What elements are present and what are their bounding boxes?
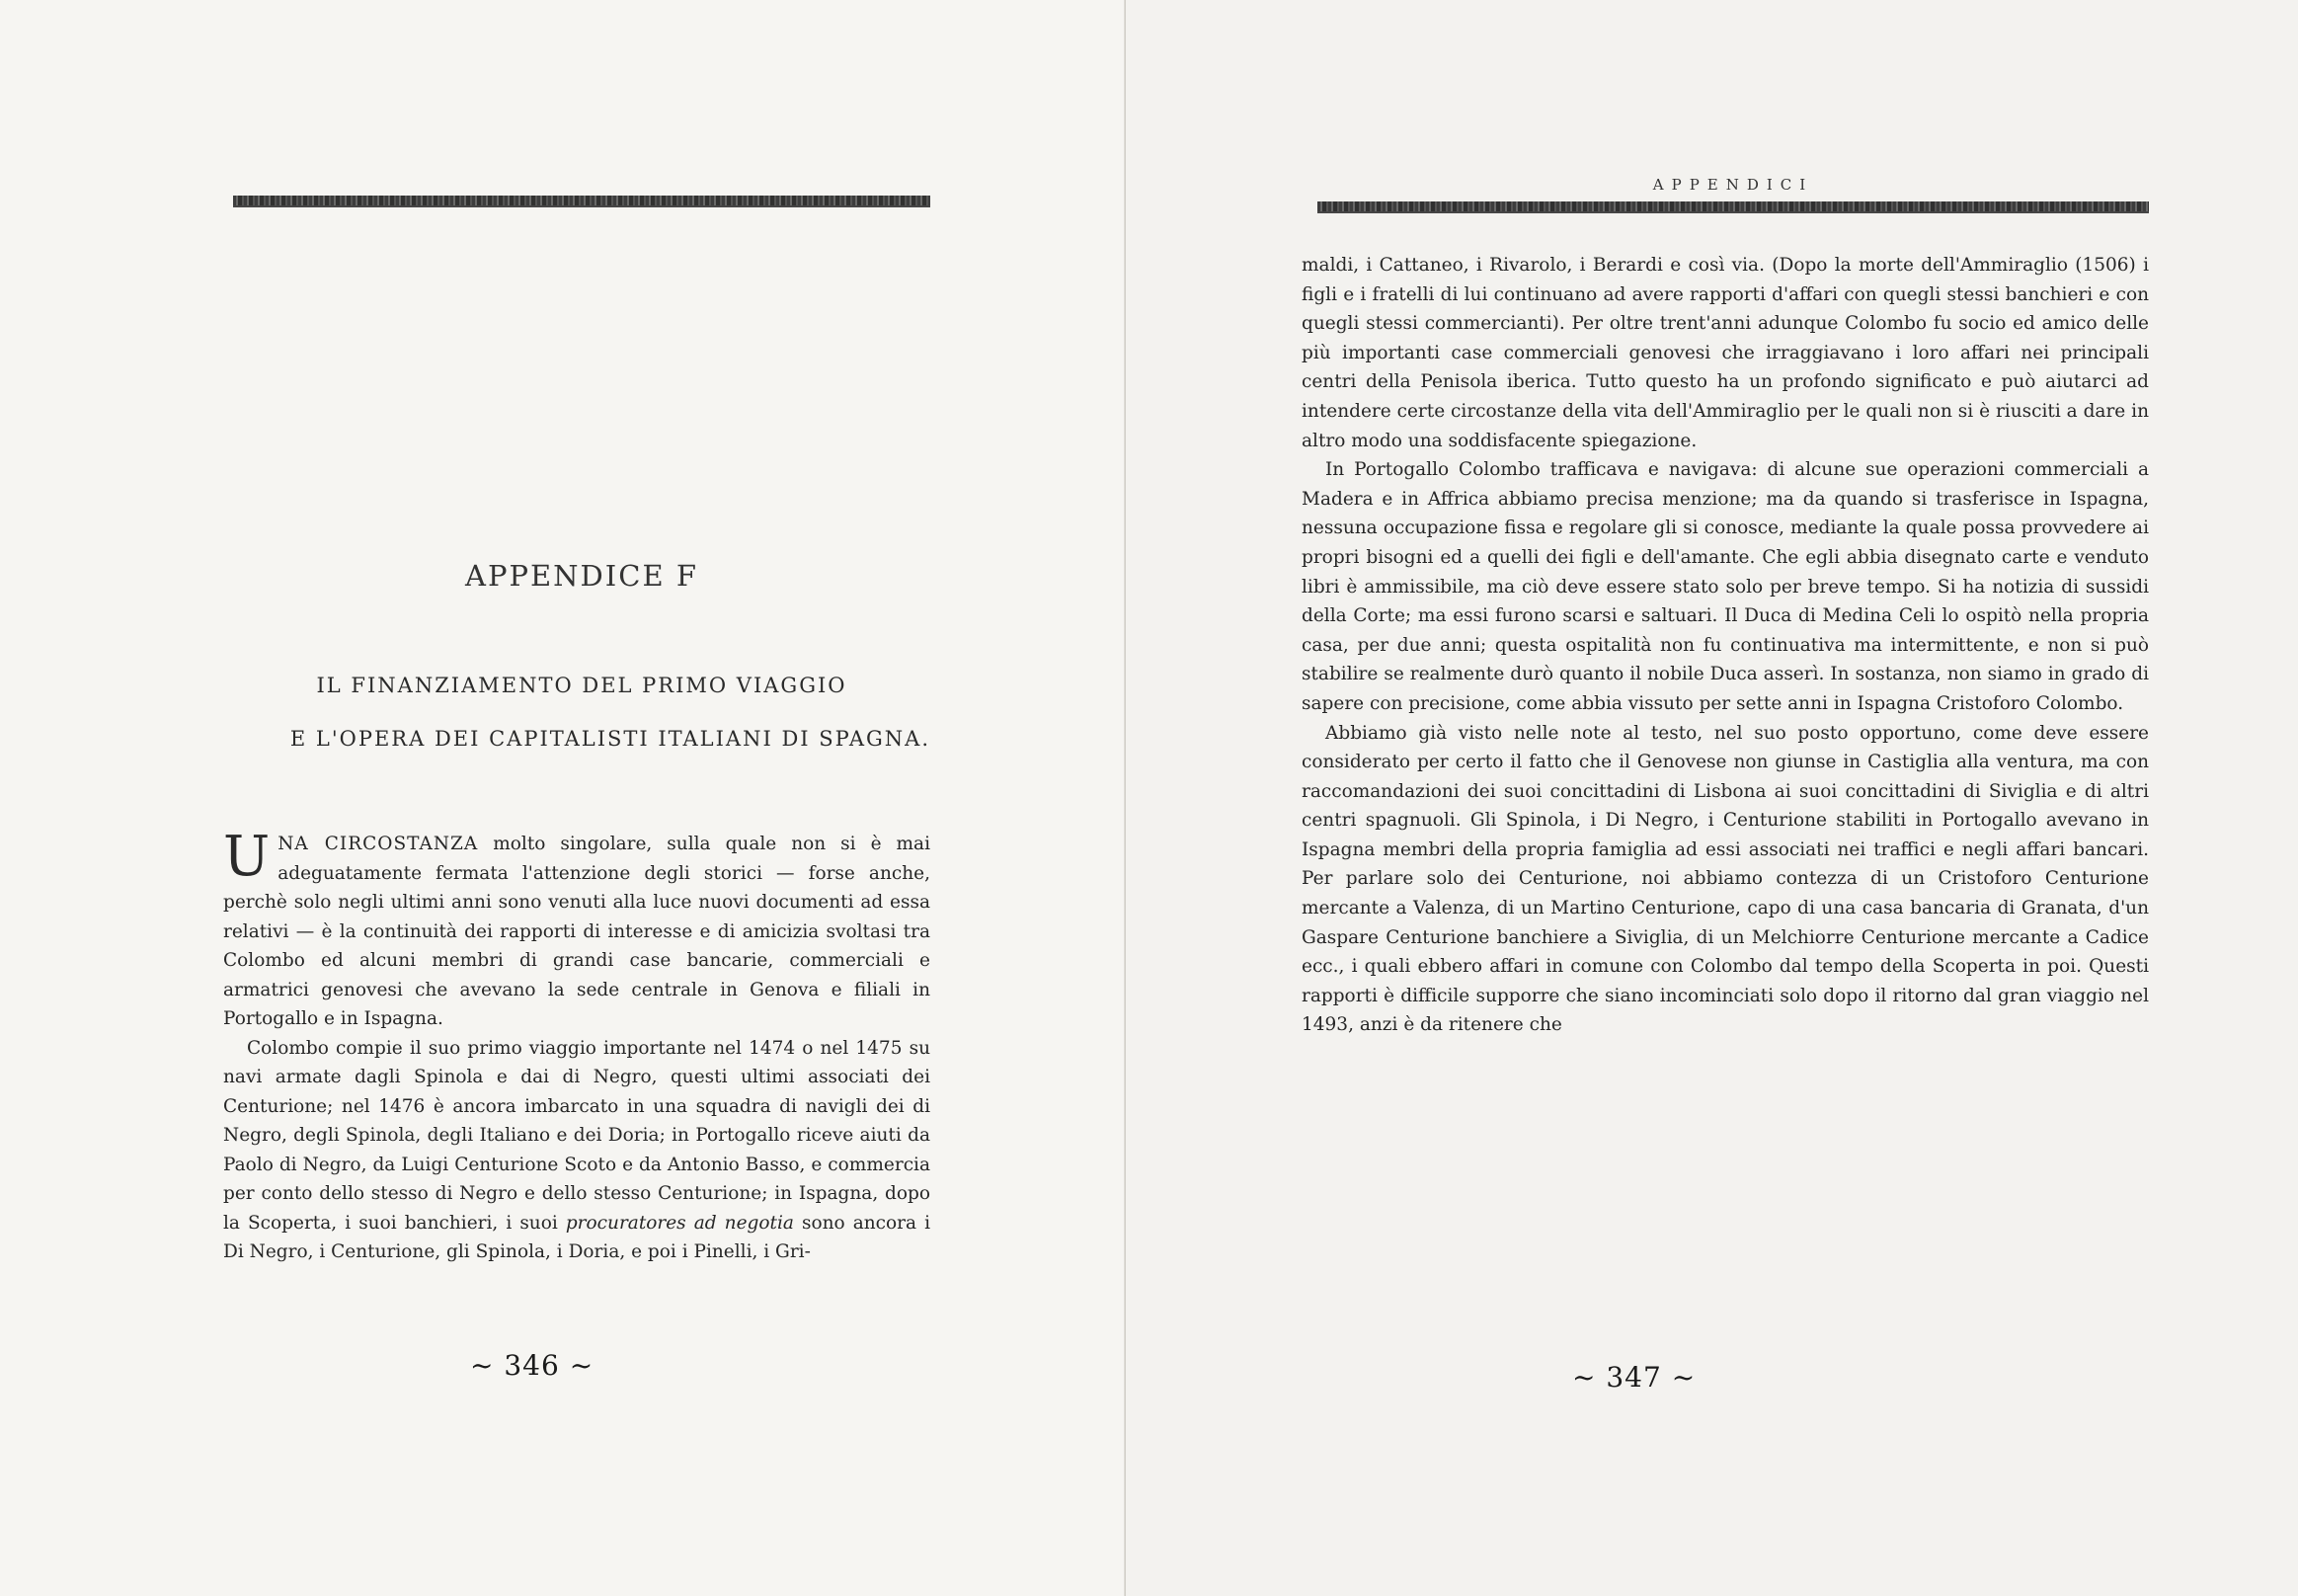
latin-phrase: procuratores ad negotia xyxy=(565,1212,794,1234)
subtitle-line-1: IL FINANZIAMENTO DEL PRIMO VIAGGIO xyxy=(316,674,847,697)
header-rule xyxy=(1317,201,2149,213)
paragraph-text: sono ancora i Di Negro, i Centurione, gli Spinola, i Doria, e poi i Pinelli, i Gri- xyxy=(223,1212,930,1262)
left-page xyxy=(0,0,1126,1596)
paragraph: maldi, i Cattaneo, i Rivarolo, i Berardi e così via. (Dopo la morte dell'Ammiraglio (1506) i figli e i fratelli di lui continuano ad avere rapporti d'affari con quegli stessi banchieri e con quegli stessi commercianti). Per oltre trent'anni adunque Colombo fu socio ed amico delle più importanti case commerciali genovesi che irraggiavano i loro affari nei principali centri della Penisola iberica. Tutto questo ha un profondo significato e può aiutarci ad intendere certe circostanze della vita dell'Ammiraglio per le quali non si è riusciti a dare in altro modo una soddisfacente spiegazione. xyxy=(1302,255,2149,451)
paragraph: In Portogallo Colombo trafficava e navigava: di alcune sue operazioni commerciali a Madera e in Affrica abbiamo precisa menzione; ma da quando si trasferisce in Ispagna, nessuna occupazione fissa e regolare gli si conosce, mediante la quale possa provvedere ai propri bisogni ed a quelli dei figli e dell'amante. Che egli abbia disegnato carte e venduto libri è ammissibile, ma ciò deve essere stato solo per breve tempo. Si ha notizia di sussidi della Corte; ma essi furono scarsi e saltuari. Il Duca di Medina Celi lo ospitò nella propria casa, per due anni; questa ospitalità non fu continuativa ma intermittente, e non si può stabilire se realmente durò quanto il nobile Duca asserì. In sostanza, non siamo in grado di sapere con precisione, come abbia vissuto per sette anni in Ispagna Cristoforo Colombo. xyxy=(1302,459,2149,714)
opening-words: NA CIRCOSTANZA xyxy=(277,834,479,854)
drop-cap: U xyxy=(223,825,271,889)
header-rule xyxy=(233,196,930,207)
paragraph: Abbiamo già visto nelle note al testo, nel suo posto opportuno, come deve essere considerato per certo il fatto che il Genovese non giunse in Castiglia alla ventura, ma con raccomandazioni dei suoi concittadini di Lisbona ai suoi concittadini di Siviglia e di altri centri spagnuoli. Gli Spinola, i Di Negro, i Centurione stabiliti in Portogallo avevano in Ispagna membri della propria famiglia ad essi associati nei traffici e negli affari bancari. Per parlare solo dei Centurione, noi abbiamo contezza di un Cristoforo Centurione mercante a Valenza, di un Martino Centurione, capo di una casa bancaria di Granata, d'un Gaspare Centurione banchiere a Siviglia, di un Melchiorre Centurione mercante a Cadice ecc., i quali ebbero affari in comune con Colombo dal tempo della Scoperta in poi. Questi rapporti è difficile supporre che siano incominciati solo dopo il ritorno dal gran viaggio nel 1493, anzi è da ritenere che xyxy=(1302,722,2149,1036)
right-body-text xyxy=(1302,251,2149,1040)
right-page xyxy=(1126,0,2298,1596)
left-body-text xyxy=(223,825,931,1267)
page-number: ~ 346 ~ xyxy=(470,1349,594,1382)
paragraph xyxy=(223,1034,930,1267)
page-number: ~ 347 ~ xyxy=(1572,1361,1697,1394)
running-head: APPENDICI xyxy=(1652,176,1814,194)
subtitle-line-2: E L'OPERA DEI CAPITALISTI ITALIANI DI SPAGNA. xyxy=(289,727,930,751)
paragraph xyxy=(223,825,931,1034)
paragraph-text: molto singolare, sulla quale non si è mai adeguatamente fermata l'attenzione degli storici — forse anche, perchè solo negli ultimi anni sono venuti alla luce nuovi documenti ad essa relativi — è la continuità dei rapporti di interesse e di amicizia svoltasi tra Colombo ed alcuni membri di grandi case bancarie, commerciali e armatrici genovesi che avevano la sede centrale in Genova e filiali in Portogallo e in Ispagna. xyxy=(223,834,931,1029)
appendix-title: APPENDICE F xyxy=(465,559,698,593)
paragraph-text: Colombo compie il suo primo viaggio importante nel 1474 o nel 1475 su navi armate dagli Spinola e dai di Negro, questi ultimi associati dei Centurione; nel 1476 è ancora imbarcato in una squadra di navigli dei di Negro, degli Spinola, degli Italiano e dei Doria; in Portogallo riceve aiuti da Paolo di Negro, da Luigi Centurione Scoto e da Antonio Basso, e commercia per conto dello stesso di Negro e dello stesso Centurione; in Ispagna, dopo la Scoperta, i suoi banchieri, i suoi xyxy=(223,1037,930,1234)
